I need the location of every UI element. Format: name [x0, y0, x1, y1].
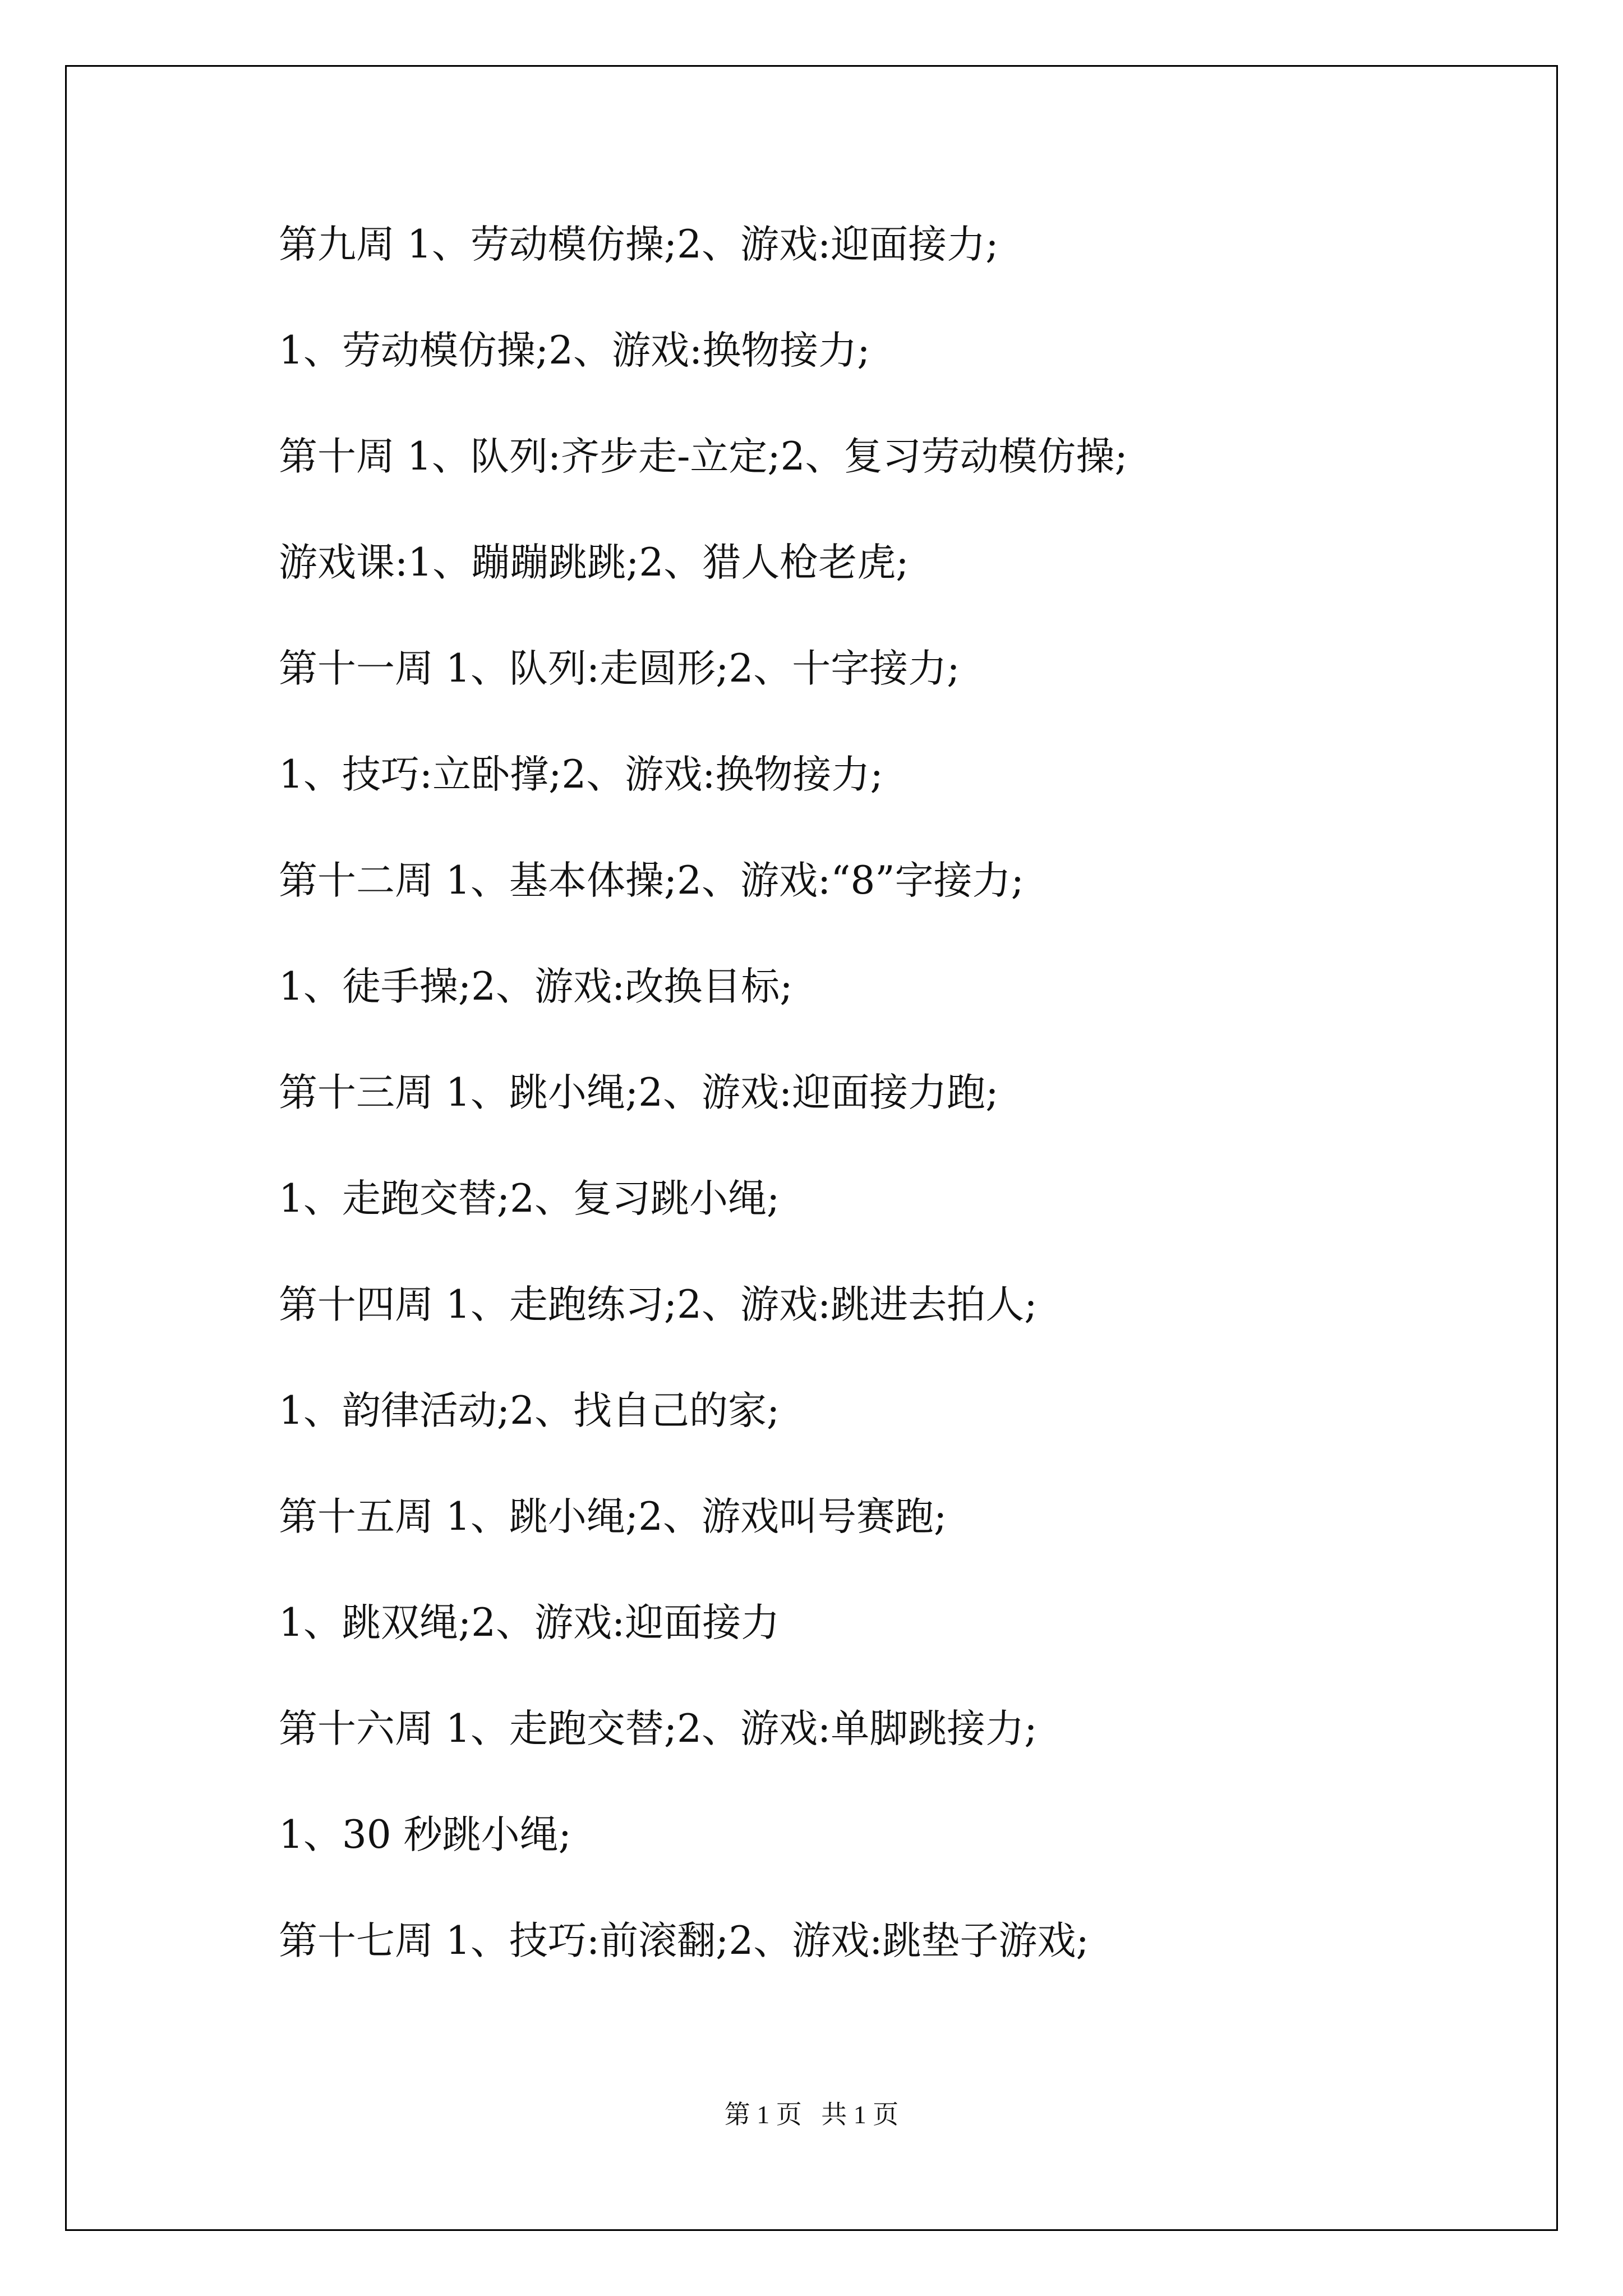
text-line: 1、走跑交替;2、复习跳小绳; — [279, 1176, 780, 1221]
text-line: 第十五周 1、跳小绳;2、游戏叫号赛跑; — [279, 1494, 947, 1539]
text-line: 1、劳动模仿操;2、游戏:换物接力; — [279, 328, 870, 373]
text-line: 游戏课:1、蹦蹦跳跳;2、猎人枪老虎; — [279, 540, 909, 585]
text-line: 第十二周 1、基本体操;2、游戏:“8”字接力; — [279, 858, 1024, 903]
text-line: 第十一周 1、队列:走圆形;2、十字接力; — [279, 646, 960, 691]
text-line: 第十四周 1、走跑练习;2、游戏:跳进去拍人; — [279, 1282, 1038, 1327]
text-line: 1、韵律活动;2、找自己的家; — [279, 1388, 780, 1433]
text-line: 第十三周 1、跳小绳;2、游戏:迎面接力跑; — [279, 1070, 999, 1115]
text-line: 第十周 1、队列:齐步走-立定;2、复习劳动模仿操; — [279, 434, 1128, 479]
text-line: 第十七周 1、技巧:前滚翻;2、游戏:跳垫子游戏; — [279, 1918, 1089, 1963]
document-body — [279, 222, 1484, 2024]
page-number-footer: 第 1 页 共 1 页 — [724, 2100, 899, 2129]
text-line: 第十六周 1、走跑交替;2、游戏:单脚跳接力; — [279, 1706, 1038, 1751]
text-line: 1、技巧:立卧撑;2、游戏:换物接力; — [279, 752, 883, 797]
text-line: 1、跳双绳;2、游戏:迎面接力 — [279, 1600, 780, 1645]
text-line: 1、30 秒跳小绳; — [279, 1812, 571, 1857]
text-line: 第九周 1、劳动模仿操;2、游戏:迎面接力; — [279, 222, 999, 267]
text-line: 1、徒手操;2、游戏:改换目标; — [279, 964, 793, 1009]
